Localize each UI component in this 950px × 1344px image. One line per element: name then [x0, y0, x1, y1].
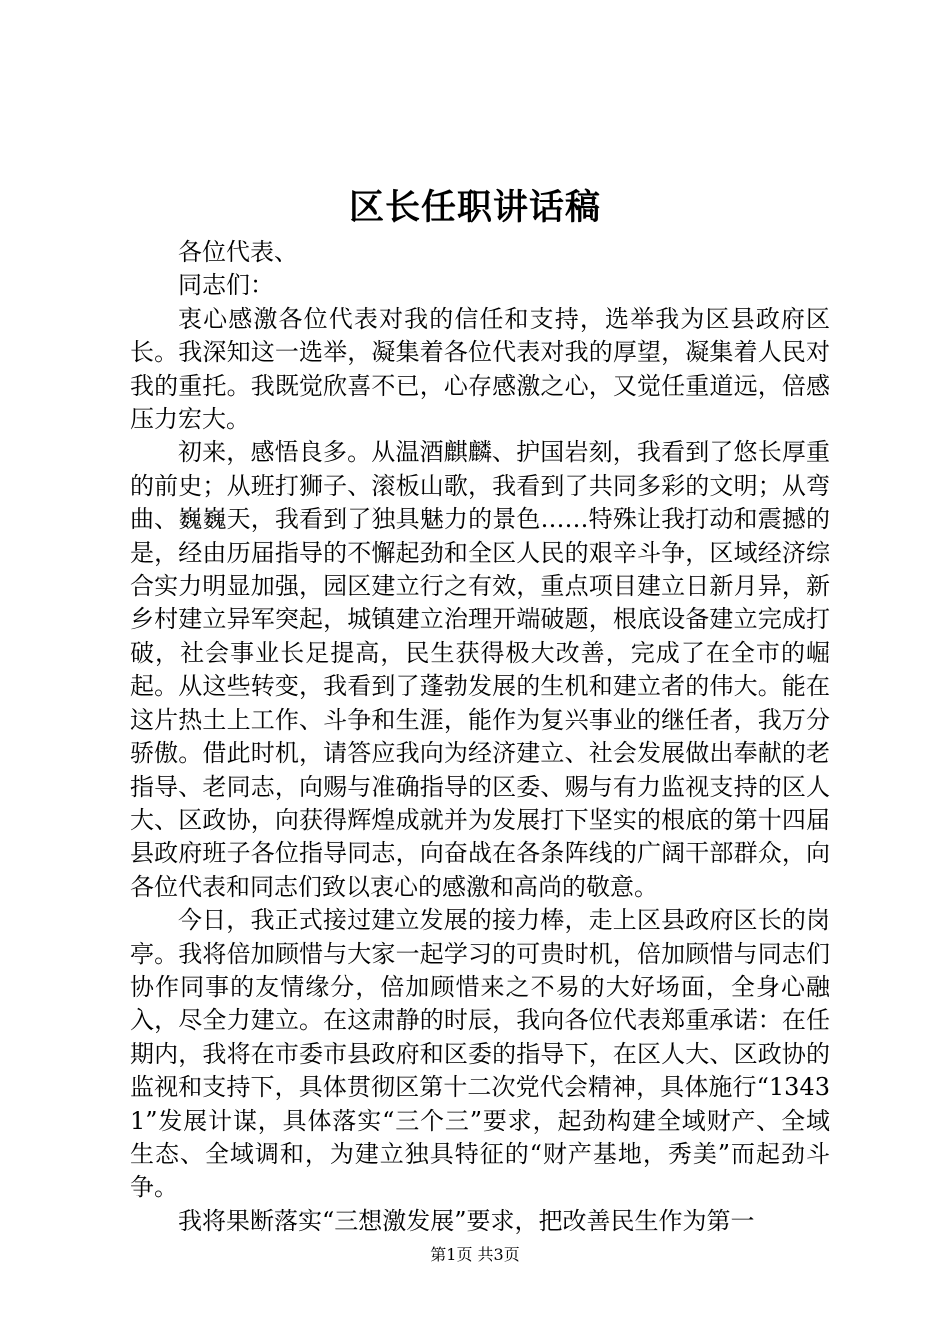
body-paragraph: 初来，感悟良多。从温酒麒麟、护国岩刻，我看到了悠长厚重的前史；从班打狮子、滚板山歌，我看到了共同多彩的文明；从弯曲、巍巍天，我看到了独具魅力的景色……特殊让我打动和震撼的是，经由历届指导的不懈起劲和全区人民的艰辛斗争，区域经济综合实力明显加强，园区建立行之有效，重点项目建立日新月异，新乡村建立异军突起，城镇建立治理开端破题，根底设备建立完成打破，社会事业长足提高，民生获得极大改善，完成了在全市的崛起。从这些转变，我看到了蓬勃发展的生机和建立者的伟大。能在这片热土上工作、斗争和生涯，能作为复兴事业的继任者，我万分骄傲。借此时机，请答应我向为经济建立、社会发展做出奉献的老指导、老同志，向赐与准确指导的区委、赐与有力监视支持的区人大、区政协，向获得辉煌成就并为发展打下坚实的根底的第十四届县政府班子各位指导同志，向奋战在各条阵线的广阔干部群众，向各位代表和同志们致以衷心的感激和高尚的敬意。	[130, 438, 830, 901]
salutation-line: 各位代表、	[178, 238, 298, 266]
document-title: 区长任职讲话稿	[348, 187, 601, 228]
document-body	[130, 236, 830, 1238]
salutation-line: 同志们：	[178, 271, 274, 300]
body-paragraph: 衷心感激各位代表对我的信任和支持，选举我为区县政府区长。我深知这一选举，凝集着各位代表对我的厚望，凝集着人民对我的重托。我既觉欣喜不已，心存感激之心，又觉任重道远，倍感压力宏大。	[130, 304, 830, 434]
body-paragraph: 我将果断落实“三想激发展”要求，把改善民生作为第一	[178, 1206, 755, 1235]
body-paragraph: 今日，我正式接过建立发展的接力棒，走上区县政府区长的岗亭。我将倍加顾惜与大家一起学习的可贵时机，倍加顾惜与同志们协作同事的友情缘分，倍加顾惜来之不易的大好场面，全身心融入，尽全力建立。在这肃静的时辰，我向各位代表郑重承诺：在任期内，我将在市委市县政府和区委的指导下，在区人大、区政协的监视和支持下，具体贯彻区第十二次党代会精神，具体施行“13431”发展计谋，具体落实“三个三”要求，起劲构建全域财产、全域生态、全域调和，为建立独具特征的“财产基地，秀美”而起劲斗争。	[130, 906, 830, 1202]
page-number-footer: 第1页 共3页	[430, 1245, 520, 1264]
